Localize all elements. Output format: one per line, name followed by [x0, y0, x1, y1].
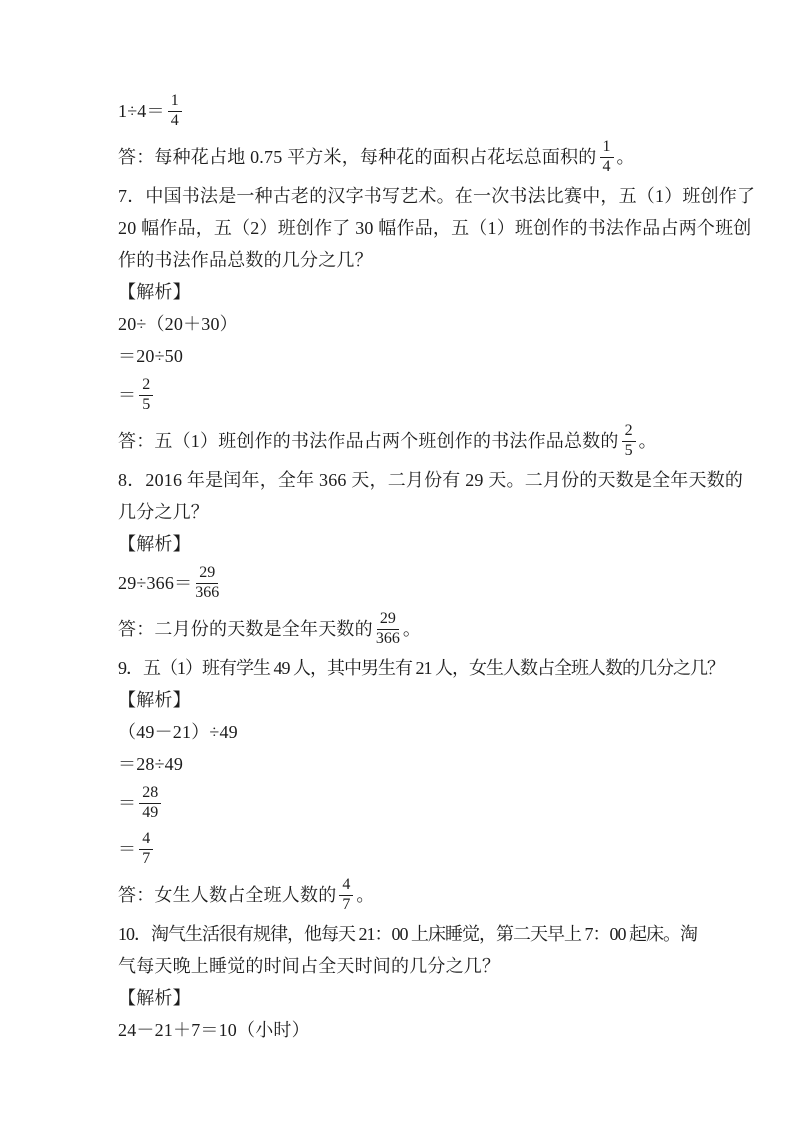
fraction	[139, 785, 161, 822]
fraction-denominator: 7	[142, 849, 151, 867]
text-run: 20÷（20＋30）	[118, 314, 238, 334]
q9-analysis-label	[118, 684, 733, 716]
text-run: （49－21）÷49	[118, 722, 238, 742]
q7-problem-line-1	[118, 180, 756, 212]
fraction	[139, 831, 153, 868]
q9-step-2	[118, 748, 733, 780]
text-run: 答：每种花占地 0.75 平方米，每种花的面积占花坛总面积的	[118, 147, 597, 167]
q7-problem-line-2	[118, 212, 752, 244]
text-run: ＝28÷49	[118, 754, 184, 774]
fraction-denominator: 4	[170, 111, 179, 129]
text-run: 9．五（1）班有学生 49 人，其中男生有 21 人，女生人数占全班人数的几分之几？	[118, 658, 724, 678]
q6-answer	[118, 134, 733, 180]
fraction	[622, 423, 636, 460]
q10-step-1	[118, 1014, 733, 1046]
q7-step-3	[118, 372, 733, 418]
fraction-denominator: 366	[375, 629, 400, 647]
text-run: 。	[616, 147, 635, 167]
q7-answer	[118, 418, 733, 464]
q9-step-1	[118, 716, 733, 748]
fraction	[376, 611, 400, 648]
fraction-numerator: 29	[377, 611, 399, 630]
q8-step-1	[118, 560, 733, 606]
fraction	[600, 139, 614, 176]
q8-analysis-label	[118, 528, 733, 560]
fraction	[339, 877, 353, 914]
q9-step-4	[118, 826, 733, 872]
q7-analysis-label	[118, 276, 733, 308]
q9-step-3	[118, 780, 733, 826]
text-run: 20 幅作品，五（2）班创作了 30 幅作品，五（1）班创作的书法作品占两个班创	[118, 218, 752, 238]
q10-problem-line-1	[118, 918, 733, 950]
fraction-denominator: 7	[342, 895, 351, 913]
text-run: 【解析】	[118, 282, 191, 302]
q7-problem-line-3	[118, 244, 733, 276]
text-run: 答：二月份的天数是全年天数的	[118, 619, 373, 639]
text-run: ＝	[118, 385, 137, 405]
fraction-numerator: 4	[139, 831, 153, 850]
text-run: 答：女生人数占全班人数的	[118, 885, 337, 905]
text-run: 【解析】	[118, 534, 191, 554]
text-run: 答：五（1）班创作的书法作品占两个班创作的书法作品总数的	[118, 431, 619, 451]
q8-answer	[118, 606, 733, 652]
text-run: 【解析】	[118, 988, 191, 1008]
text-run: 作的书法作品总数的几分之几？	[118, 250, 373, 270]
text-run: 1÷4＝	[118, 101, 165, 121]
text-run: 10．淘气生活很有规律，他每天 21：00 上床睡觉，第二天早上 7：00 起床。淘	[118, 924, 697, 944]
text-run: ＝	[118, 793, 137, 813]
fraction-numerator: 4	[339, 877, 353, 896]
fraction	[195, 565, 219, 602]
fraction-denominator: 366	[195, 583, 220, 601]
fraction-numerator: 1	[600, 139, 614, 158]
text-run: 。	[402, 619, 422, 639]
text-run: 29÷366＝	[118, 573, 193, 593]
text-run: ＝	[118, 839, 137, 859]
fraction	[139, 377, 153, 414]
text-run: 几分之几？	[118, 502, 209, 522]
text-run: 。	[356, 885, 375, 905]
text-run: ＝20÷50	[118, 346, 184, 366]
q8-problem-line-2	[118, 496, 733, 528]
fraction-numerator: 1	[168, 93, 182, 112]
text-run: 。	[638, 431, 657, 451]
q9-problem-line-1	[118, 652, 733, 684]
q10-analysis-label	[118, 982, 733, 1014]
text-run: 气每天晚上睡觉的时间占全天时间的几分之几？	[118, 956, 501, 976]
fraction-denominator: 49	[142, 803, 159, 821]
text-run: 24－21＋7＝10（小时）	[118, 1020, 310, 1040]
fraction-denominator: 5	[624, 441, 633, 459]
fraction-numerator: 28	[139, 785, 161, 804]
text-run: 7．中国书法是一种古老的汉字书写艺术。在一次书法比赛中，五（1）班创作了	[118, 186, 756, 206]
text-run: 【解析】	[118, 690, 191, 710]
q6-equation-result	[118, 88, 733, 134]
q7-step-2	[118, 340, 733, 372]
document-content	[118, 88, 756, 1046]
q9-answer	[118, 872, 733, 918]
q8-problem-line-1	[118, 464, 744, 496]
text-run: 8．2016 年是闰年，全年 366 天，二月份有 29 天。二月份的天数是全年天数的	[118, 470, 744, 490]
q10-problem-line-2	[118, 950, 733, 982]
fraction-numerator: 2	[622, 423, 636, 442]
fraction-denominator: 4	[602, 157, 611, 175]
fraction-numerator: 2	[139, 377, 153, 396]
q7-step-1	[118, 308, 733, 340]
fraction-denominator: 5	[142, 395, 151, 413]
fraction	[168, 93, 182, 130]
fraction-numerator: 29	[196, 565, 218, 584]
